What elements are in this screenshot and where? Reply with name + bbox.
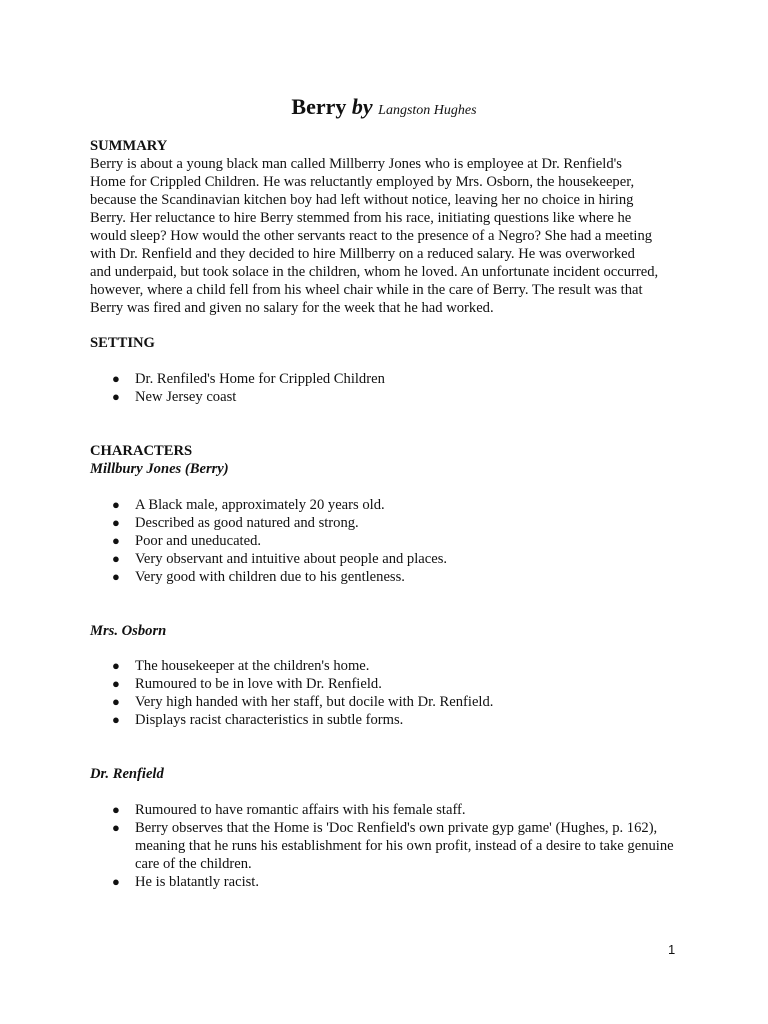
summary-section: [90, 137, 690, 317]
list-item-text: Very high handed with her staff, but docile with Dr. Renfield.: [135, 694, 494, 710]
setting-list: [90, 370, 690, 406]
bullet-icon: ●: [112, 515, 120, 530]
bullet-icon: ●: [112, 694, 120, 709]
setting-list-wrap: [90, 370, 690, 406]
bullet-icon: ●: [112, 569, 120, 584]
summary-line: however, where a child fell from his wheel chair while in the care of Berry. The result was that: [90, 282, 643, 298]
berry-list-wrap: [90, 496, 690, 586]
list-item: [90, 388, 690, 406]
summary-line: Berry is about a young black man called Millberry Jones who is employee at Dr. Renfield's: [90, 156, 622, 172]
list-item-text: He is blatantly racist.: [135, 874, 260, 890]
osborn-list-wrap: [90, 657, 690, 729]
character-name-osborn: Mrs. Osborn: [90, 623, 167, 639]
renfield-traits-list: [90, 801, 690, 891]
bullet-icon: ●: [112, 551, 120, 566]
summary-heading: SUMMARY: [90, 138, 168, 154]
list-item: [90, 550, 690, 568]
list-item-text: Rumoured to have romantic affairs with his female staff.: [135, 802, 466, 818]
title-by: by: [351, 94, 373, 119]
character-name-renfield: Dr. Renfield: [90, 766, 164, 782]
renfield-section: [90, 765, 690, 783]
list-item: [90, 514, 690, 532]
bullet-icon: ●: [112, 497, 120, 512]
title-author: Langston Hughes: [378, 103, 477, 118]
page-number: 1: [668, 942, 676, 957]
berry-traits-list: [90, 496, 690, 586]
list-item: [90, 873, 690, 891]
summary-line: Home for Crippled Children. He was reluctantly employed by Mrs. Osborn, the housekeeper,: [90, 174, 635, 190]
list-item-text: Dr. Renfiled's Home for Crippled Children: [135, 371, 385, 387]
summary-line: Berry was fired and given no salary for the week that he had worked.: [90, 300, 494, 316]
list-item-text: Poor and uneducated.: [135, 533, 262, 549]
characters-heading: CHARACTERS: [90, 443, 193, 459]
list-item-text: A Black male, approximately 20 years old.: [135, 497, 385, 513]
renfield-list-wrap: [90, 801, 690, 891]
setting-section: [90, 334, 690, 352]
bullet-icon: ●: [112, 712, 120, 727]
list-item: [90, 568, 690, 586]
osborn-section: [90, 622, 690, 640]
summary-line: because the Scandinavian kitchen boy had left without notice, leaving her no choice in hiring: [90, 192, 634, 208]
list-item-text: Very observant and intuitive about people and places.: [135, 551, 448, 567]
summary-line: with Dr. Renfield and they decided to hire Millberry on a reduced salary. He was overworked: [90, 246, 635, 262]
bullet-icon: ●: [112, 389, 120, 404]
list-item: [90, 819, 690, 873]
summary-line: and underpaid, but took solace in the children, whom he loved. An unfortunate incident occurred,: [90, 264, 659, 280]
list-item: [90, 370, 690, 388]
list-item: [90, 801, 690, 819]
list-item: [90, 496, 690, 514]
summary-paragraph: [90, 155, 690, 317]
list-item: [90, 657, 690, 675]
title-main: Berry: [291, 94, 347, 119]
summary-line: Berry. Her reluctance to hire Berry stemmed from his race, initiating questions like where he: [90, 210, 632, 226]
bullet-icon: ●: [112, 802, 120, 817]
bullet-icon: ●: [112, 676, 120, 691]
character-name-berry: Millbury Jones (Berry): [90, 461, 229, 477]
summary-line: would sleep? How would the other servants react to the presence of a Negro? She had a meeting: [90, 228, 653, 244]
list-item: [90, 675, 690, 693]
bullet-icon: ●: [112, 533, 120, 548]
list-item: [90, 532, 690, 550]
list-item-text: Rumoured to be in love with Dr. Renfield.: [135, 676, 382, 692]
characters-section: [90, 442, 690, 478]
document-title: [0, 92, 768, 126]
list-item-text: New Jersey coast: [135, 389, 237, 405]
bullet-icon: ●: [112, 820, 120, 835]
list-item: [90, 711, 690, 729]
bullet-icon: ●: [112, 874, 120, 889]
osborn-traits-list: [90, 657, 690, 729]
list-item-text: Described as good natured and strong.: [135, 515, 359, 531]
setting-heading: SETTING: [90, 335, 155, 351]
bullet-icon: ●: [112, 658, 120, 673]
list-item-text: Very good with children due to his gentleness.: [135, 569, 405, 585]
list-item-text: Displays racist characteristics in subtle forms.: [135, 712, 404, 728]
bullet-icon: ●: [112, 371, 120, 386]
list-item-text: Berry observes that the Home is 'Doc Renfield's own private gyp game' (Hughes, p. 162), meaning that he runs his establishment for his own profit, instead of a desire to take genuine care of the children.: [135, 820, 674, 872]
list-item-text: The housekeeper at the children's home.: [135, 658, 370, 674]
list-item: [90, 693, 690, 711]
